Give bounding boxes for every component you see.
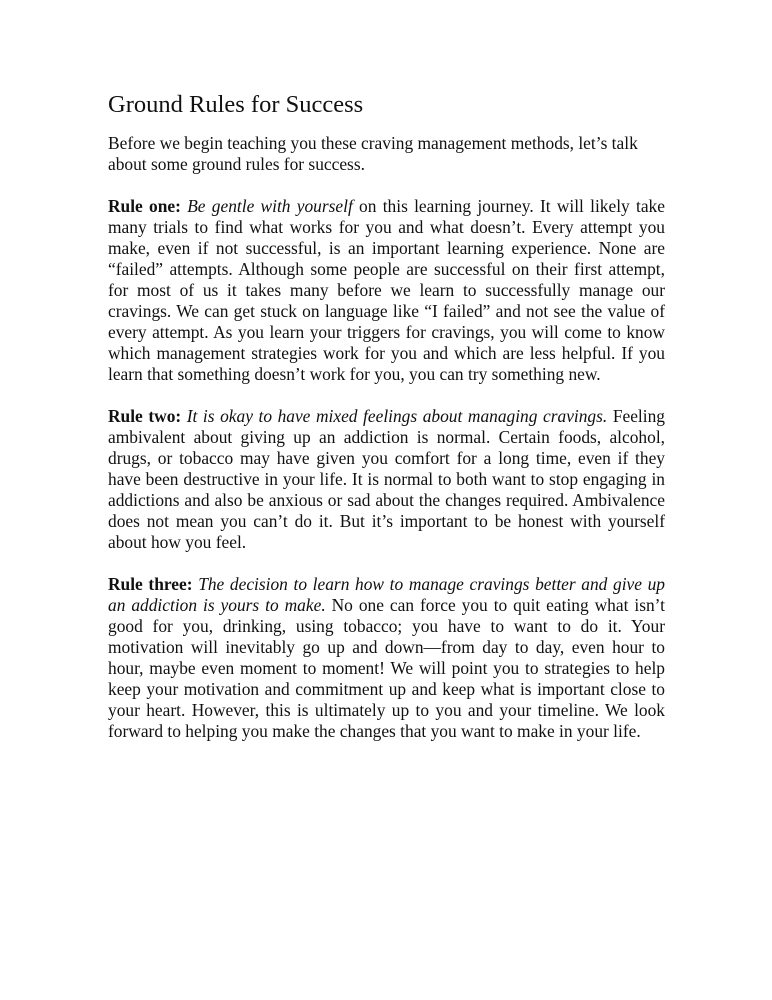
page-title: Ground Rules for Success (108, 91, 364, 118)
rule-three-emphasis: The decision to learn how to manage cravings better and give up an addiction is yours to make. (108, 574, 665, 615)
rule-two-paragraph (108, 406, 665, 553)
rule-one-label: Rule one: (108, 196, 181, 216)
rule-one-text: on this learning journey. It will likely take many trials to find what works for you and what doesn’t. Every attempt you make, even if not successful, is an important learning experience. None are “failed” attempts. Although some people are successful on their first attempt, for most of us it takes many before we learn to successfully manage our cravings. We can get stuck on language like “I failed” and not see the value of every attempt. As you learn your triggers for cravings, you will come to know which management strategies work for you and which are less helpful. If you learn that something doesn’t work for you, you can try something new. (108, 196, 665, 384)
document-page (108, 90, 665, 763)
rule-one-emphasis: Be gentle with yourself (187, 196, 353, 216)
rule-two-label: Rule two: (108, 406, 182, 426)
rule-three-text: No one can force you to quit eating what isn’t good for you, drinking, using tobacco; you have to want to do it. Your motivation will inevitably go up and down—from day to day, even hour to hour, maybe even moment to moment! We will point you to strategies to help keep your motivation and commitment up and keep what is important close to your heart. However, this is ultimately up to you and your timeline. We look forward to helping you make the changes that you want to make in your life. (108, 595, 665, 741)
rule-two-text: Feeling ambivalent about giving up an addiction is normal. Certain foods, alcohol, drugs, or tobacco may have given you comfort for a long time, even if they have been destructive in your life. It is normal to both want to stop engaging in addictions and also be anxious or sad about the changes required. Ambivalence does not mean you can’t do it. But it’s important to be honest with yourself about how you feel. (108, 406, 665, 552)
rule-three-paragraph (108, 574, 665, 742)
rule-three-label: Rule three: (108, 574, 193, 594)
rule-one-paragraph (108, 196, 665, 385)
rule-two-emphasis: It is okay to have mixed feelings about managing cravings. (186, 406, 608, 426)
intro-paragraph: Before we begin teaching you these craving management methods, let’s talk about some ground rules for success. (108, 133, 638, 174)
